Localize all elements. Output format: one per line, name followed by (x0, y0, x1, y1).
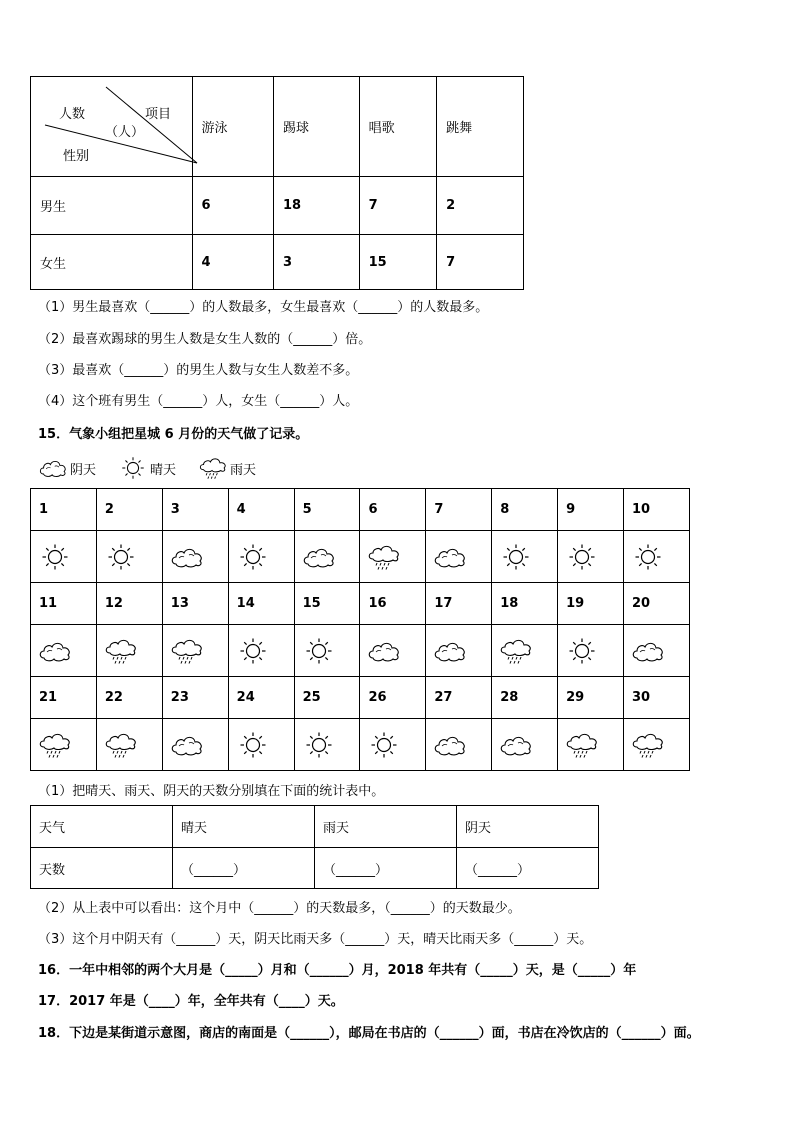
q14-sub4: （4）这个班有男生（______）人，女生（______）人。 (38, 394, 359, 409)
weather-cell (31, 719, 97, 771)
legend-label: 阴天 (70, 462, 97, 478)
weather-cell (624, 625, 690, 677)
stats-blank-cloudy[interactable]: （______） (457, 848, 599, 889)
q14-sub3: （3）最喜欢（______）的男生人数与女生人数差不多。 (38, 363, 359, 378)
weather-cell (360, 531, 426, 583)
row-label-girls: 女生 (31, 235, 193, 290)
day-number: 30 (624, 677, 690, 719)
cloud-icon (630, 637, 666, 665)
sun-icon (564, 637, 600, 665)
day-number: 21 (31, 677, 97, 719)
weather-cell (294, 625, 360, 677)
weather-icon-row (31, 719, 690, 771)
cloud-icon (432, 543, 468, 571)
sun-icon (235, 731, 271, 759)
weather-cell (426, 719, 492, 771)
weather-stats-table (30, 805, 599, 889)
sun-icon (37, 543, 73, 571)
sun-icon (235, 637, 271, 665)
header-count-label: 人数 (59, 107, 86, 122)
stats-blank-sunny[interactable]: （______） (173, 848, 315, 889)
legend-label: 晴天 (150, 462, 177, 478)
weather-cell (492, 625, 558, 677)
day-number: 6 (360, 489, 426, 531)
rain-icon (37, 731, 73, 759)
cloud-icon (366, 637, 402, 665)
weather-cell (624, 719, 690, 771)
weather-calendar (30, 488, 690, 771)
weather-cell (162, 625, 228, 677)
day-number: 28 (492, 677, 558, 719)
weather-cell (228, 719, 294, 771)
day-number-row (31, 583, 690, 625)
stats-blank-rainy[interactable]: （______） (315, 848, 457, 889)
header-item-dance: 跳舞 (437, 77, 524, 177)
weather-cell (228, 625, 294, 677)
rain-icon (103, 637, 139, 665)
stats-header-sunny: 晴天 (173, 806, 315, 848)
sun-icon (103, 543, 139, 571)
weather-cell (558, 719, 624, 771)
q15-sub3: （3）这个月中阴天有（______）天，阴天比雨天多（______）天，晴天比雨天多（______）天。 (38, 932, 593, 947)
cell-value: 7 (359, 177, 436, 235)
weather-cell (228, 531, 294, 583)
weather-cell (294, 719, 360, 771)
header-item-sing: 唱歌 (359, 77, 436, 177)
q15-title: 15．气象小组把星城 6 月份的天气做了记录。 (38, 427, 309, 442)
weather-cell (162, 719, 228, 771)
cell-value: 3 (274, 235, 360, 290)
table-row (31, 235, 524, 290)
table-row (31, 177, 524, 235)
weather-cell (624, 531, 690, 583)
day-number: 1 (31, 489, 97, 531)
stats-header-cloudy: 阴天 (457, 806, 599, 848)
day-number: 26 (360, 677, 426, 719)
day-number: 18 (492, 583, 558, 625)
cloud-icon (432, 731, 468, 759)
day-number: 10 (624, 489, 690, 531)
sun-icon (366, 731, 402, 759)
rain-icon (169, 637, 205, 665)
rain-icon (103, 731, 139, 759)
rain-icon (498, 637, 534, 665)
weather-cell (96, 625, 162, 677)
weather-cell (96, 719, 162, 771)
day-number: 27 (426, 677, 492, 719)
stats-header-weather: 天气 (31, 806, 173, 848)
cloud-icon (169, 543, 205, 571)
day-number: 24 (228, 677, 294, 719)
sun-icon (498, 543, 534, 571)
day-number: 4 (228, 489, 294, 531)
weather-cell (31, 531, 97, 583)
rain-icon (366, 543, 402, 571)
legend-label: 雨天 (230, 462, 257, 478)
cell-value: 7 (437, 235, 524, 290)
rain-icon (564, 731, 600, 759)
weather-cell (294, 531, 360, 583)
legend-item-sunny (116, 456, 176, 480)
day-number: 29 (558, 677, 624, 719)
day-number: 15 (294, 583, 360, 625)
weather-cell (360, 625, 426, 677)
header-item-soccer: 踢球 (274, 77, 360, 177)
rain-icon (630, 731, 666, 759)
cloud-icon (432, 637, 468, 665)
day-number: 16 (360, 583, 426, 625)
stats-row-label: 天数 (31, 848, 173, 889)
activity-table (30, 76, 524, 290)
day-number: 2 (96, 489, 162, 531)
cell-value: 15 (359, 235, 436, 290)
weather-cell (360, 719, 426, 771)
stats-header-rainy: 雨天 (315, 806, 457, 848)
q15-sub1: （1）把晴天、雨天、阴天的天数分别填在下面的统计表中。 (38, 784, 385, 799)
weather-cell (492, 531, 558, 583)
day-number: 8 (492, 489, 558, 531)
day-number: 11 (31, 583, 97, 625)
cell-value: 4 (192, 235, 273, 290)
weather-cell (558, 625, 624, 677)
weather-icon-row (31, 531, 690, 583)
day-number: 12 (96, 583, 162, 625)
q14-sub2: （2）最喜欢踢球的男生人数是女生人数的（______）倍。 (38, 332, 372, 347)
cloud-icon (37, 637, 73, 665)
weather-cell (426, 531, 492, 583)
diagonal-header-cell (31, 77, 193, 177)
weather-cell (96, 531, 162, 583)
day-number: 25 (294, 677, 360, 719)
weather-cell (31, 625, 97, 677)
weather-icon-row (31, 625, 690, 677)
weather-cell (426, 625, 492, 677)
header-item-label: 项目 (145, 107, 172, 122)
sun-icon (301, 637, 337, 665)
q16-text: 16．一年中相邻的两个大月是（_____）月和（______）月，2018 年共有（_____）天，是（_____）年 (38, 963, 637, 978)
header-item-swim: 游泳 (192, 77, 273, 177)
q17-text: 17．2017 年是（____）年，全年共有（____）天。 (38, 994, 344, 1009)
day-number: 19 (558, 583, 624, 625)
day-number: 23 (162, 677, 228, 719)
legend-item-cloudy (36, 456, 96, 480)
header-gender-label: 性别 (63, 149, 90, 164)
day-number: 14 (228, 583, 294, 625)
day-number: 13 (162, 583, 228, 625)
sun-icon (301, 731, 337, 759)
cloud-icon (169, 731, 205, 759)
day-number: 5 (294, 489, 360, 531)
cloud-icon (301, 543, 337, 571)
sun-icon (630, 543, 666, 571)
cell-value: 2 (437, 177, 524, 235)
day-number: 20 (624, 583, 690, 625)
day-number: 3 (162, 489, 228, 531)
day-number: 22 (96, 677, 162, 719)
sun-icon (564, 543, 600, 571)
q18-text: 18．下边是某街道示意图，商店的南面是（______），邮局在书店的（______）面，书店在冷饮店的（______）面。 (38, 1026, 700, 1041)
cloud-icon (36, 456, 70, 480)
weather-cell (492, 719, 558, 771)
day-number-row (31, 677, 690, 719)
cell-value: 6 (192, 177, 273, 235)
header-unit-label: （人） (105, 125, 145, 140)
sun-icon (235, 543, 271, 571)
q14-sub1: （1）男生最喜欢（______）的人数最多，女生最喜欢（______）的人数最多。 (38, 300, 489, 315)
q15-sub2: （2）从上表中可以看出：这个月中（______）的天数最多，（______）的天数最少。 (38, 901, 521, 916)
cloud-icon (498, 731, 534, 759)
row-label-boys: 男生 (31, 177, 193, 235)
cell-value: 18 (274, 177, 360, 235)
day-number: 17 (426, 583, 492, 625)
weather-legend (36, 456, 276, 480)
rain-icon (196, 456, 230, 480)
day-number-row (31, 489, 690, 531)
weather-cell (162, 531, 228, 583)
day-number: 9 (558, 489, 624, 531)
legend-item-rainy (196, 456, 256, 480)
sun-icon (116, 456, 150, 480)
weather-cell (558, 531, 624, 583)
day-number: 7 (426, 489, 492, 531)
